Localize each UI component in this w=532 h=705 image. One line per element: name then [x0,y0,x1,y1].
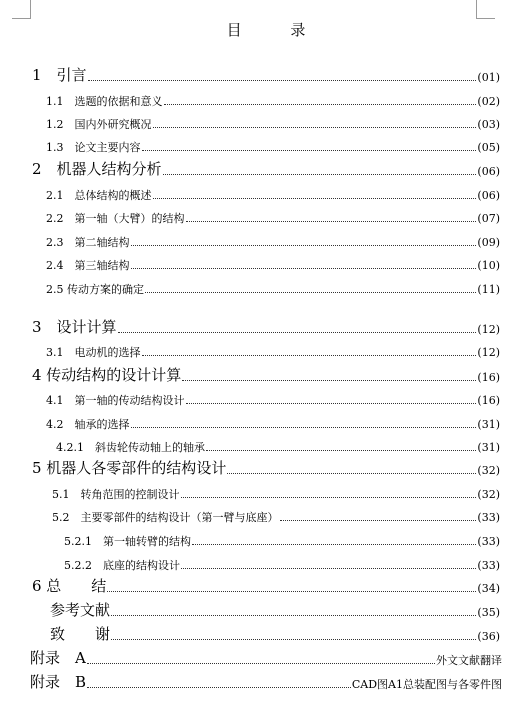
toc-entry-title: 2.3 第二轴结构 [46,236,130,249]
toc-dot-leader [131,245,477,246]
toc-entry-title: 3.1 电动机的选择 [46,346,141,359]
toc-entry-title: 参考文献 [50,601,111,619]
toc-dot-leader [186,403,477,404]
toc-entry-title: 2.2 第一轴（大臂）的结构 [46,212,185,225]
toc-entry-page: (32) [477,464,500,477]
toc-entry-title: 1.2 国内外研究概况 [46,118,152,131]
toc-entry [50,595,500,619]
toc-entry [46,178,500,202]
crop-mark-top-left [12,0,31,19]
toc-dot-leader [142,150,477,151]
toc-entry-title: 5.2.1 第一轴转臂的结构 [64,535,191,548]
toc-entry [46,84,500,108]
toc-entry-page: (36) [477,630,500,643]
toc-entry [50,619,500,643]
toc-entry-title: 2.5 传动方案的确定 [46,283,144,296]
toc-entry-page: CAD图A1总装配图与各零件图 [351,678,502,691]
toc-entry-title: 3 设计计算 [32,318,117,336]
toc-entry-title: 5.1 转角范围的控制设计 [52,488,180,501]
toc-entry [46,225,500,249]
toc-entry-page: (32) [477,488,500,501]
toc-entry-title: 1.1 选题的依据和意义 [46,95,163,108]
toc-dot-leader [280,520,477,521]
toc-entry-page: (10) [477,259,500,272]
toc-entry-title: 2.4 第三轴结构 [46,259,130,272]
toc-entry-title: 5 机器人各零部件的结构设计 [32,459,227,477]
toc-entry-page: (31) [477,441,500,454]
toc-entry-title: 4.1 第一轴的传动结构设计 [46,394,185,407]
toc-dot-leader [107,591,476,592]
toc-dot-leader [163,174,477,175]
toc-entry [64,548,500,572]
toc-entry [32,154,500,178]
toc-entry [30,667,502,691]
toc-dot-leader [145,292,476,293]
toc-entry [32,360,500,384]
toc-dot-leader [87,663,435,664]
toc-entry-page: (33) [477,535,500,548]
toc-entry-page: (35) [477,606,500,619]
toc-dot-leader [142,355,477,356]
toc-dot-leader [227,473,476,474]
toc-dot-leader [111,615,476,616]
toc-entry [52,500,500,524]
toc-entry-page: (03) [477,118,500,131]
toc-dot-leader [186,221,477,222]
toc-entry-title: 5.2 主要零部件的结构设计（第一臂与底座） [52,511,279,524]
toc-dot-leader [182,380,476,381]
toc-entry [46,383,500,407]
toc-entry [32,312,500,336]
toc-entry [64,524,500,548]
toc-entry-title: 4.2.1 斜齿轮传动轴上的轴承 [56,441,205,454]
toc-entry [32,571,500,595]
toc-entry [52,477,500,501]
toc-entry-title: 1 引言 [32,66,87,84]
toc-entry-title: 致 谢 [50,625,111,643]
toc-dot-leader [111,639,476,640]
toc-entry-page: 外文文献翻译 [436,654,502,667]
toc-entry-page: (34) [477,582,500,595]
toc-entry-title: 6 总 结 [32,577,107,595]
toc-dot-leader [153,198,477,199]
toc-entry-title: 附录 A [30,649,86,667]
toc-entry-page: (01) [477,71,500,84]
toc-entry-title: 5.2.2 底座的结构设计 [64,559,180,572]
crop-mark-top-right [476,0,495,19]
toc-entry-page: (12) [477,323,500,336]
toc-dot-leader [153,127,477,128]
toc-dot-leader [88,80,477,81]
toc-entry [46,407,500,431]
toc-entry-title: 4 传动结构的设计计算 [32,366,182,384]
toc-entry-page: (16) [477,371,500,384]
toc-entry [46,272,500,296]
toc-entry-title: 附录 B [30,673,87,691]
toc-entry [46,130,500,154]
toc-dot-leader [164,104,477,105]
toc-entry-page: (33) [477,511,500,524]
toc-entry-page: (11) [477,283,500,296]
toc-entry [56,430,500,454]
toc-entry-page: (31) [477,418,500,431]
toc-dot-leader [131,268,477,269]
toc-entry-page: (02) [477,95,500,108]
toc-title: 目 录 [226,21,328,39]
toc-entry-page: (06) [477,189,500,202]
toc-entry-title: 2.1 总体结构的概述 [46,189,152,202]
toc-entry-page: (09) [477,236,500,249]
toc-entry [46,248,500,272]
toc-dot-leader [181,568,476,569]
toc-dot-leader [206,450,476,451]
toc-dot-leader [181,497,477,498]
toc-entry [46,335,500,359]
toc-entry-page: (05) [477,141,500,154]
toc-dot-leader [131,427,477,428]
toc-entry-title: 1.3 论文主要内容 [46,141,141,154]
toc-entry [32,60,500,84]
toc-entry-page: (12) [477,346,500,359]
toc-entry-title: 2 机器人结构分析 [32,160,162,178]
toc-dot-leader [118,332,477,333]
toc-entry-page: (33) [477,559,500,572]
toc-entry [32,453,500,477]
toc-entry-title: 4.2 轴承的选择 [46,418,130,431]
toc-entry-page: (06) [477,165,500,178]
toc-entry [46,107,500,131]
toc-dot-leader [87,687,351,688]
toc-entry-page: (16) [477,394,500,407]
toc-entry [46,201,500,225]
toc-entry [30,643,502,667]
toc-entry-page: (07) [477,212,500,225]
toc-dot-leader [192,544,476,545]
